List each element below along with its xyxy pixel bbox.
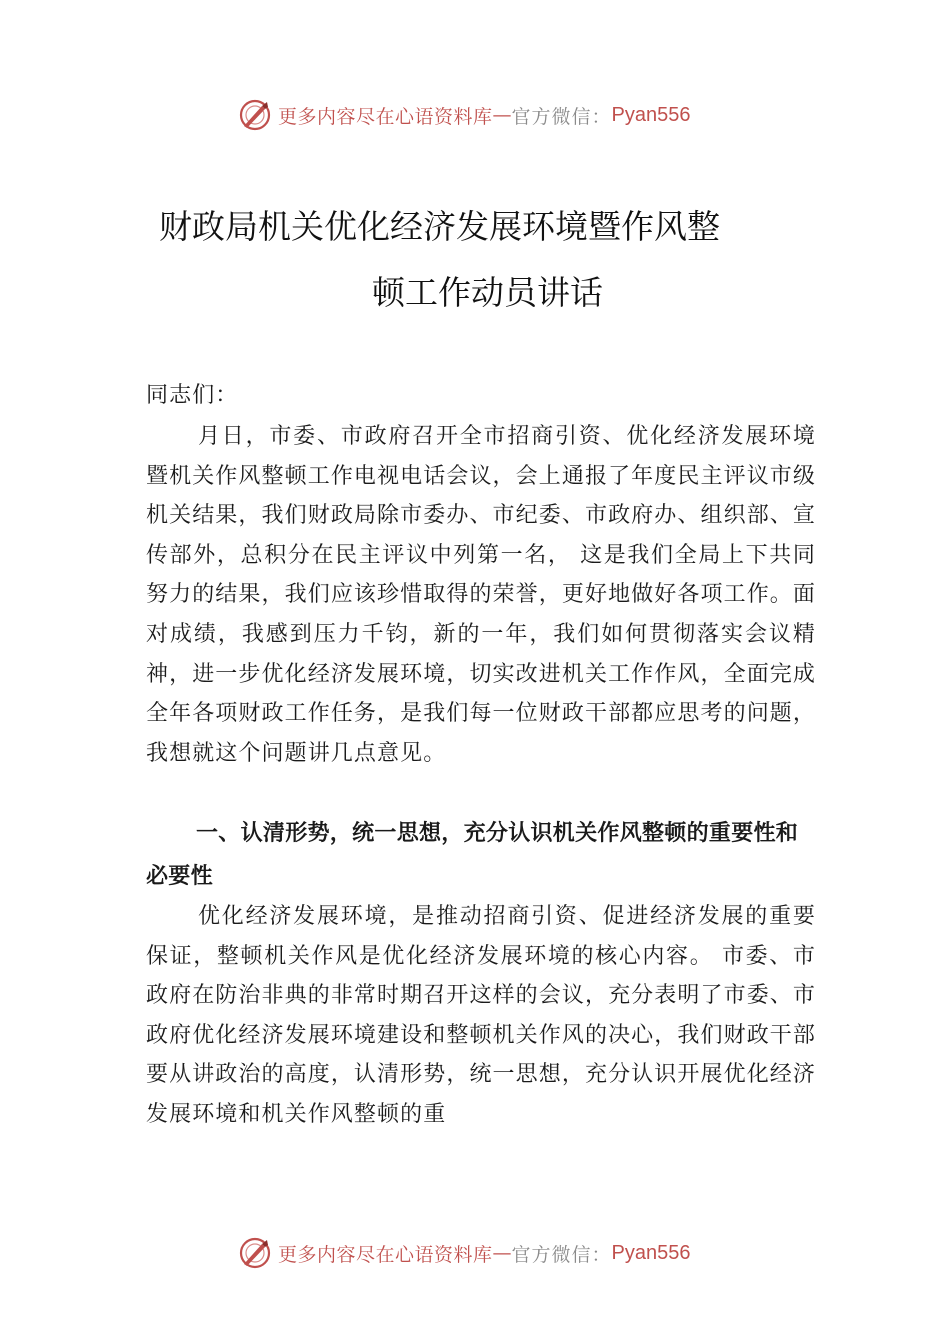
paragraph-1: 月日，市委、市政府召开全市招商引资、优化经济发展环境暨机关作风整顿工作电视电话会议，会上通报了年度民主评议市级机关结果，我们财政局除市委办、市纪委、市政府办、组织部、宣传部外，总积分在民主评议中列第一名， 这是我们全局上下共同努力的结果，我们应该珍惜取得的荣誉，更好地做好各项工作。面对成绩，我感到压力千钧，新的一年，我们如何贯彻落实会议精神，进一步优化经济发展环境，切实改进机关工作作风，全面完成全年各项财政工作任务，是我们每一位财政干部都应思考的问题，我想就这个问题讲几点意见。 (146, 424, 816, 766)
banner-wechat-label: 官方微信： (511, 105, 612, 128)
banner-wechat-label: 官方微信： (511, 1243, 612, 1266)
banner-text: 更多内容尽在心语资料库 (278, 1243, 493, 1266)
banner-wechat-id: Pyan556 (611, 1241, 691, 1264)
banner-separator: — (492, 104, 512, 126)
header-banner (238, 95, 758, 135)
pen-logo-icon (238, 98, 272, 132)
footer-banner (238, 1233, 758, 1273)
document-title-line2: 顿工作动员讲话 (372, 273, 603, 312)
section-heading-1: 一、认清形势，统一思想，充分认识机关作风整顿的重要性和必要性 (146, 821, 799, 889)
pen-logo-icon (238, 1236, 272, 1270)
document-title-line1: 财政局机关优化经济发展环境暨作风整 (159, 207, 720, 246)
paragraph-2: 优化经济发展环境，是推动招商引资、促进经济发展的重要保证，整顿机关作风是优化经济发展环境的核心内容。 市委、市政府在防治非典的非常时期召开这样的会议，充分表明了市委、市政府优化经济发展环境建设和整顿机关作风的决心，我们财政干部要从讲政治的高度，认清形势，统一思想，充分认识开展优化经济发展环境和机关作风整顿的重 (146, 904, 816, 1127)
banner-wechat-id: Pyan556 (611, 103, 691, 126)
banner-text: 更多内容尽在心语资料库 (278, 105, 493, 128)
banner-separator: — (492, 1242, 512, 1264)
greeting: 同志们： (146, 383, 239, 408)
